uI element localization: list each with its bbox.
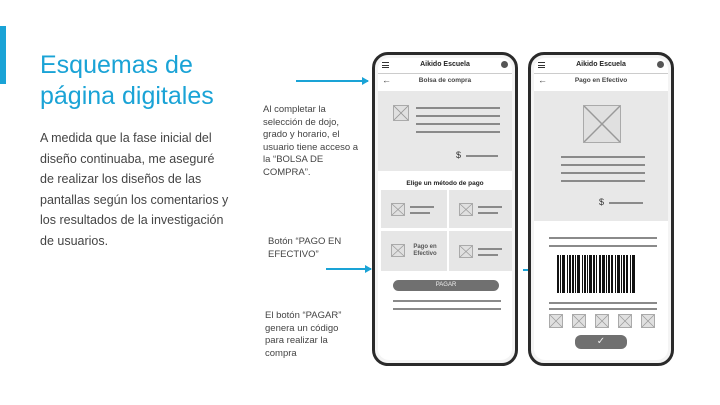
phone-cart — [372, 52, 518, 366]
cart-screen — [378, 58, 512, 360]
page-header — [534, 73, 668, 88]
image-placeholder-icon — [393, 105, 409, 121]
phone-cash-payment — [528, 52, 674, 366]
note-cash: Botón “PAGO EN EFECTIVO” — [268, 236, 342, 260]
text-line — [393, 308, 501, 310]
text-line — [478, 212, 498, 214]
avatar-icon[interactable] — [501, 61, 508, 68]
text-line — [416, 107, 500, 109]
text-line — [549, 245, 657, 247]
page-title: Pago en Efectivo — [574, 77, 628, 84]
text-line — [478, 206, 502, 208]
image-placeholder-icon — [459, 245, 473, 258]
text-line — [478, 248, 502, 250]
accent-bar — [0, 26, 6, 84]
price-line — [609, 202, 643, 204]
text-line — [549, 302, 657, 304]
image-placeholder-icon — [391, 244, 405, 257]
page-title: Bolsa de compra — [418, 77, 472, 84]
payment-option-1[interactable] — [381, 190, 447, 228]
text-line — [549, 308, 657, 310]
text-line — [410, 206, 434, 208]
text-line — [410, 212, 430, 214]
text-line — [478, 254, 498, 256]
image-placeholder-icon — [583, 105, 621, 143]
text-line — [416, 131, 500, 133]
image-placeholder-icon — [459, 203, 473, 216]
page-header — [378, 73, 512, 88]
price-line — [466, 155, 498, 157]
text-line — [416, 115, 500, 117]
pay-button[interactable]: PAGAR — [393, 280, 499, 291]
price-currency: $ — [599, 197, 605, 207]
slide-body: A medida que la fase inicial del diseño continuaba, me aseguré de realizar los diseños de las pantallas según los comentarios y los resultados de la investigación de usuarios. — [40, 131, 229, 248]
check-icon: ✓ — [596, 336, 606, 347]
image-placeholder-icon — [391, 203, 405, 216]
slide-title: Esquemas de página digitales — [40, 51, 214, 110]
text-line — [549, 237, 657, 239]
arrow-to-cash — [326, 268, 371, 270]
avatar-icon[interactable] — [657, 61, 664, 68]
app-bar — [534, 58, 668, 73]
price-currency: $ — [456, 150, 462, 160]
app-title: Aikido Escuela — [576, 61, 626, 68]
image-placeholder-icon — [618, 314, 632, 328]
app-title: Aikido Escuela — [420, 61, 470, 68]
text-line — [561, 180, 645, 182]
image-placeholder-icon — [549, 314, 563, 328]
text-line — [393, 300, 501, 302]
note-pay: El botón “PAGAR” genera un código para realizar la compra — [265, 310, 342, 359]
arrow-to-cart — [296, 80, 368, 82]
back-arrow-icon[interactable]: ← — [382, 75, 391, 85]
text-line — [561, 164, 645, 166]
payment-method-heading: Elige un método de pago — [406, 180, 484, 187]
text-line — [561, 156, 645, 158]
cash-payment-label: Pago en Efectivo — [413, 244, 437, 257]
cash-payment-button[interactable] — [381, 231, 447, 271]
back-arrow-icon[interactable]: ← — [538, 75, 547, 85]
image-placeholder-icon — [641, 314, 655, 328]
cash-screen — [534, 58, 668, 360]
payment-option-2[interactable] — [449, 190, 512, 228]
text-line — [561, 172, 645, 174]
image-placeholder-icon — [595, 314, 609, 328]
note-cart: Al completar la selección de dojo, grado y horario, el usuario tiene acceso a la “BOLSA DE COMPRA”. — [263, 104, 359, 178]
payment-barcode — [557, 255, 636, 293]
payment-option-4[interactable] — [449, 231, 512, 271]
image-placeholder-icon — [572, 314, 586, 328]
confirm-button[interactable] — [575, 335, 627, 349]
text-line — [416, 123, 500, 125]
app-bar — [378, 58, 512, 73]
